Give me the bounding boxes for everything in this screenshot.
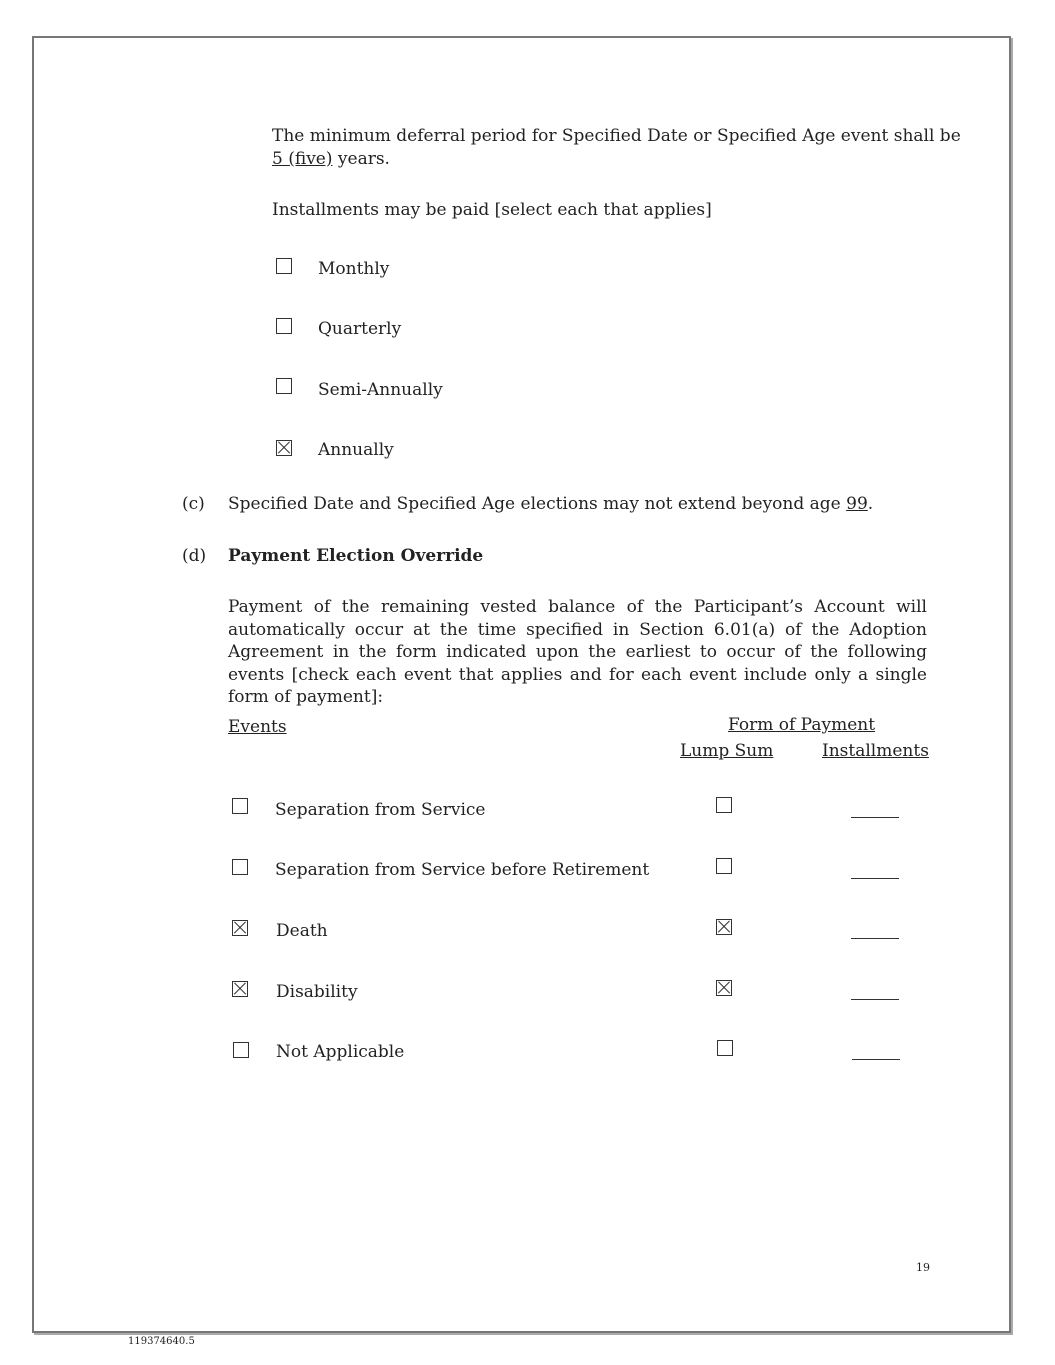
section-c-end: . (867, 494, 874, 514)
min-deferral-line2 (272, 148, 390, 170)
installments-blank-disability[interactable] (851, 999, 899, 1000)
option-label-quarterly: Quarterly (318, 319, 402, 339)
installments-blank-separation-before-retirement[interactable] (851, 878, 899, 879)
option-label-annually: Annually (318, 440, 394, 460)
min-deferral-suffix: years. (332, 149, 390, 169)
installments-intro: Installments may be paid [select each that applies] (272, 200, 712, 220)
event-checkbox-disability[interactable] (232, 981, 248, 997)
min-deferral-line1: The minimum deferral period for Specified Date or Specified Age event shall be (272, 126, 961, 146)
event-label-death: Death (276, 921, 328, 941)
lump-sum-checkbox-death[interactable] (716, 919, 732, 935)
section-c-text (228, 493, 873, 515)
page-number: 19 (916, 1261, 930, 1274)
section-d-heading: Payment Election Override (228, 546, 484, 566)
lump-sum-checkbox-separation-before-retirement[interactable] (716, 858, 732, 874)
checkbox-semi-annually[interactable] (276, 378, 292, 394)
event-label-separation: Separation from Service (275, 800, 486, 820)
event-checkbox-not-applicable[interactable] (233, 1042, 249, 1058)
form-of-payment-header: Form of Payment (728, 715, 876, 735)
checkbox-annually[interactable] (276, 440, 292, 456)
document-id: 119374640.5 (128, 1336, 195, 1347)
lump-sum-checkbox-separation[interactable] (716, 797, 732, 813)
section-c-age: 99 (846, 494, 868, 514)
event-label-separation-before-retirement: Separation from Service before Retirement (275, 860, 650, 880)
checkbox-quarterly[interactable] (276, 318, 292, 334)
section-d-marker: (d) (182, 546, 207, 566)
section-d-paragraph: Payment of the remaining vested balance of the Participant’s Account will automatically occur at the time specified in Section 6.01(a) of the Adoption Agreement in the form indicated upon the earliest to occur of the following events [check each event that applies and for each event include only a single form of payment]: (228, 597, 927, 707)
event-label-disability: Disability (276, 982, 358, 1002)
section-c-body: Specified Date and Specified Age elections may not extend beyond age (228, 494, 847, 514)
installments-header: Installments (822, 741, 929, 761)
event-checkbox-separation[interactable] (232, 798, 248, 814)
lump-sum-checkbox-not-applicable[interactable] (717, 1040, 733, 1056)
checkbox-monthly[interactable] (276, 258, 292, 274)
option-label-monthly: Monthly (318, 259, 390, 279)
event-label-not-applicable: Not Applicable (276, 1042, 405, 1062)
event-checkbox-death[interactable] (232, 920, 248, 936)
event-checkbox-separation-before-retirement[interactable] (232, 859, 248, 875)
events-header: Events (228, 717, 287, 737)
min-deferral-value: 5 (five) (272, 149, 333, 169)
installments-blank-separation[interactable] (851, 817, 899, 818)
lump-sum-header: Lump Sum (680, 741, 774, 761)
section-c-marker: (c) (182, 494, 205, 514)
installments-blank-death[interactable] (851, 938, 899, 939)
option-label-semi-annually: Semi-Annually (318, 380, 443, 400)
lump-sum-checkbox-disability[interactable] (716, 980, 732, 996)
installments-blank-not-applicable[interactable] (852, 1059, 900, 1060)
